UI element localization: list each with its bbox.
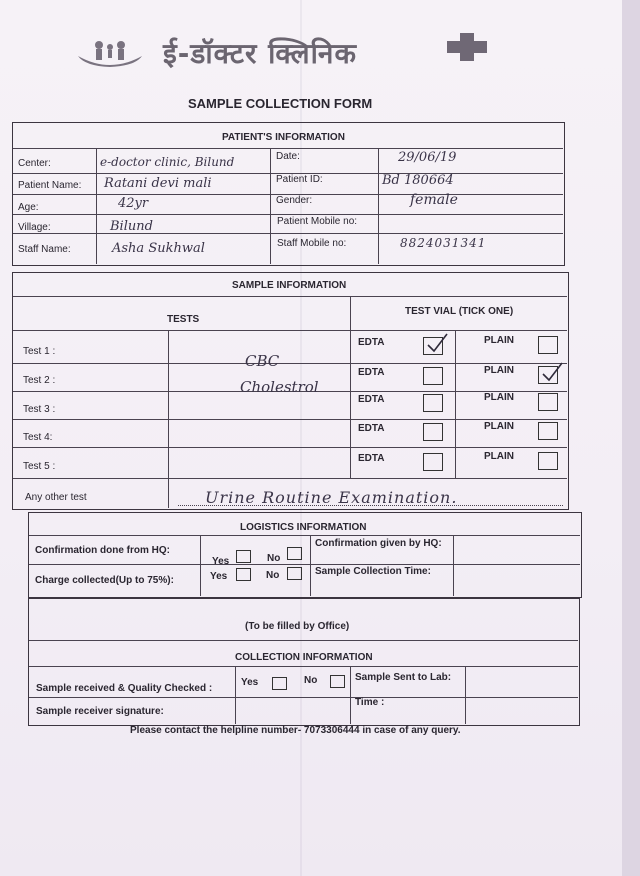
other-test-value: Urine Routine Examination. [205,488,458,507]
test-2-label: Test 2 : [23,375,56,386]
clinic-header [75,30,357,75]
helpline-footer: Please contact the helpline number- 7073306444 in case of any query. [130,725,461,736]
scan-background [622,0,640,876]
form-title: SAMPLE COLLECTION FORM [188,96,373,111]
charge-yes-label: Yes [210,571,228,582]
test-1-label: Test 1 : [23,346,56,357]
patient-name-value: Ratani devi mali [104,176,212,191]
test-5-label: Test 5 : [23,461,56,472]
plain-label: PLAIN [484,421,514,432]
test-4-edta-checkbox[interactable] [423,423,443,441]
other-test-label: Any other test [25,492,87,503]
test-4-plain-checkbox[interactable] [538,422,558,440]
test-3-label: Test 3 : [23,404,56,415]
test-vial-heading: TEST VIAL (TICK ONE) [405,306,514,317]
confirmation-done-label: Confirmation done from HQ: [35,545,170,556]
collection-info-heading: COLLECTION INFORMATION [235,652,373,663]
tick-mark-icon [540,361,564,383]
center-value: e-doctor clinic, Bilund [100,155,235,169]
plain-label: PLAIN [484,451,514,462]
clinic-name: ई-डॉक्टर क्लिनिक [163,36,357,70]
center-label: Center: [18,158,51,169]
tick-mark-icon [425,332,449,354]
confirmation-given-label: Confirmation given by HQ: [315,538,442,549]
medical-cross-icon [445,32,489,62]
gender-label: Gender: [276,195,313,206]
sample-received-label: Sample received & Quality Checked : [36,683,213,694]
edta-label: EDTA [358,367,385,378]
sample-info-heading: SAMPLE INFORMATION [232,280,347,291]
confirm-yes-label: Yes [212,556,230,567]
edta-label: EDTA [358,423,385,434]
edta-label: EDTA [358,337,385,348]
charge-no-label: No [266,570,280,581]
edta-label: EDTA [358,394,385,405]
test-2-plain-checkbox[interactable] [538,366,558,384]
staff-mobile-value: 8824031341 [400,236,487,250]
family-logo-icon [75,36,145,70]
received-yes-label: Yes [241,677,259,688]
test-5-plain-checkbox[interactable] [538,452,558,470]
date-label: Date: [276,151,300,162]
test-5-edta-checkbox[interactable] [423,453,443,471]
plain-label: PLAIN [484,335,514,346]
staff-name-label: Staff Name: [18,244,71,255]
received-yes-checkbox[interactable] [272,677,287,690]
confirm-no-label: No [267,553,281,564]
confirm-no-checkbox[interactable] [287,547,302,560]
patient-id-value: Bd 180664 [382,173,454,188]
plain-label: PLAIN [484,392,514,403]
age-label: Age: [18,202,39,213]
confirm-yes-checkbox[interactable] [236,550,251,563]
patient-name-label: Patient Name: [18,180,82,191]
test-4-label: Test 4: [23,432,53,443]
test-3-edta-checkbox[interactable] [423,394,443,412]
receiver-signature-label: Sample receiver signature: [36,706,164,717]
staff-name-value: Asha Sukhwal [112,241,205,256]
age-value: 42yr [118,196,149,211]
staff-mobile-label: Staff Mobile no: [277,238,347,249]
time-label: Time : [355,697,385,708]
date-value: 29/06/19 [398,150,457,165]
patient-mobile-label: Patient Mobile no: [277,216,358,227]
test-1-value: CBC [245,352,280,370]
patient-id-label: Patient ID: [276,174,323,185]
plain-label: PLAIN [484,365,514,376]
tests-heading: TESTS [167,314,200,325]
test-1-edta-checkbox[interactable] [423,337,443,355]
sample-sent-label: Sample Sent to Lab: [355,672,452,683]
charge-yes-checkbox[interactable] [236,568,251,581]
logistics-heading: LOGISTICS INFORMATION [240,522,367,533]
test-3-plain-checkbox[interactable] [538,393,558,411]
office-note: (To be filled by Office) [245,621,350,632]
charge-collected-label: Charge collected(Up to 75%): [35,575,174,586]
received-no-checkbox[interactable] [330,675,345,688]
village-label: Village: [18,222,51,233]
patient-info-heading: PATIENT'S INFORMATION [222,132,345,143]
village-value: Bilund [110,219,153,234]
sample-collection-time-label: Sample Collection Time: [315,566,431,577]
gender-value: female [410,192,458,208]
test-1-plain-checkbox[interactable] [538,336,558,354]
edta-label: EDTA [358,453,385,464]
charge-no-checkbox[interactable] [287,567,302,580]
received-no-label: No [304,675,318,686]
test-2-edta-checkbox[interactable] [423,367,443,385]
test-2-value: Cholestrol [240,378,319,396]
